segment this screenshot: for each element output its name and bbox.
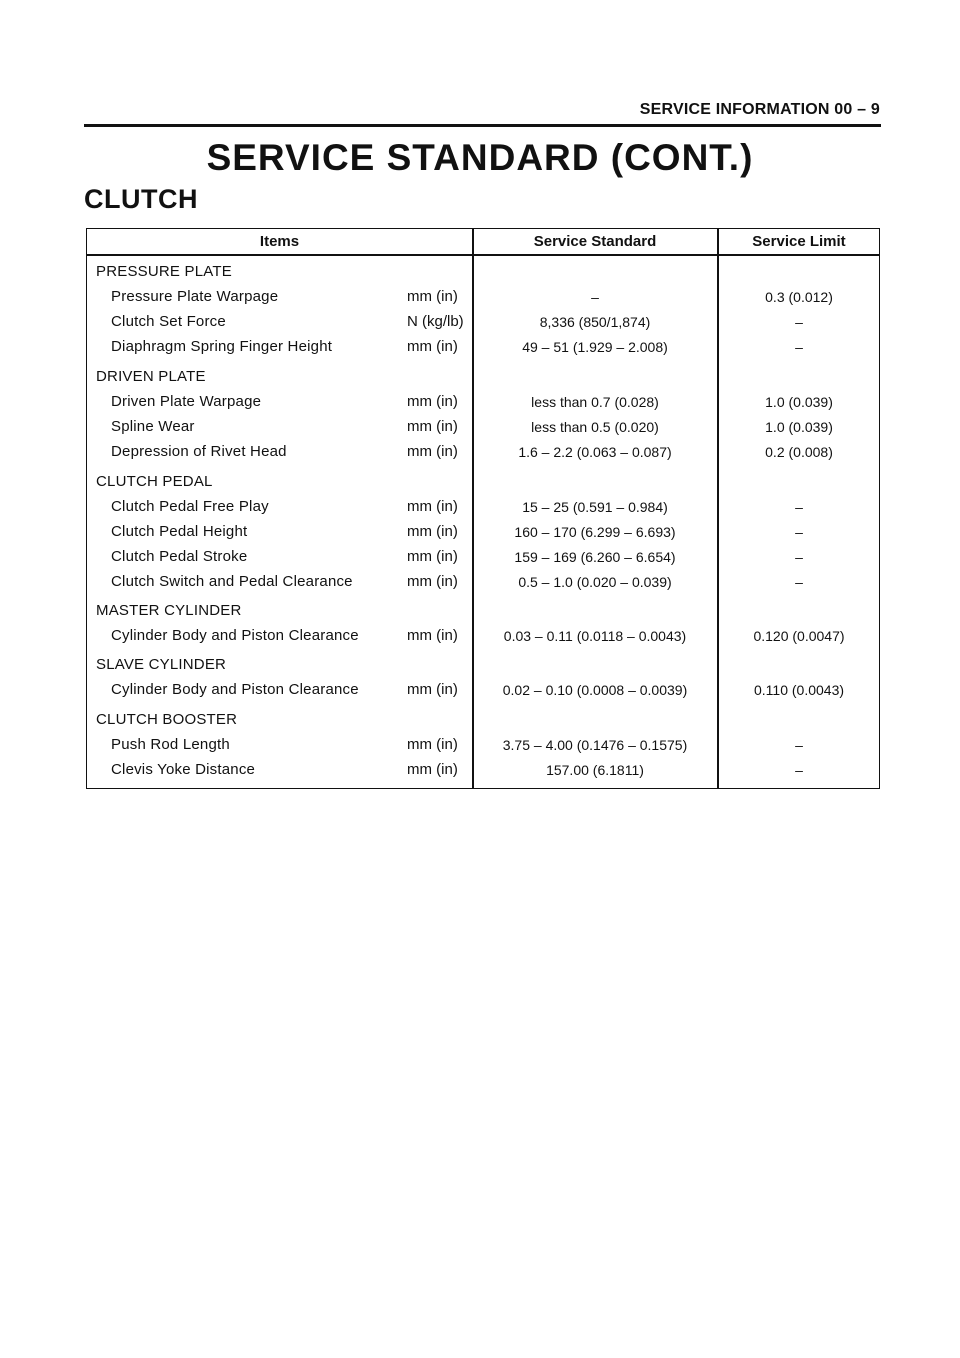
row-item: Clutch Switch and Pedal Clearance bbox=[111, 573, 353, 590]
row-standard: 1.6 – 2.2 (0.063 – 0.087) bbox=[518, 444, 672, 460]
row-limit: 0.110 (0.0043) bbox=[753, 682, 845, 698]
row-standard: 159 – 169 (6.260 – 6.654) bbox=[514, 549, 676, 565]
row-limit: – bbox=[795, 737, 803, 753]
row-limit: – bbox=[795, 574, 803, 590]
row-item: Cylinder Body and Piston Clearance bbox=[111, 627, 359, 644]
group-heading: MASTER CYLINDER bbox=[96, 602, 242, 619]
group-heading: CLUTCH PEDAL bbox=[96, 473, 213, 490]
row-standard: 160 – 170 (6.299 – 6.693) bbox=[514, 524, 676, 540]
row-item: Pressure Plate Warpage bbox=[111, 288, 279, 305]
row-standard: 49 – 51 (1.929 – 2.008) bbox=[522, 339, 668, 355]
row-limit: 0.3 (0.012) bbox=[765, 289, 833, 305]
row-unit: mm (in) bbox=[407, 736, 458, 753]
row-limit: 1.0 (0.039) bbox=[765, 419, 833, 435]
row-unit: mm (in) bbox=[407, 681, 458, 698]
row-item: Cylinder Body and Piston Clearance bbox=[111, 681, 359, 698]
group-heading: SLAVE CYLINDER bbox=[96, 656, 227, 673]
row-unit: mm (in) bbox=[407, 761, 458, 778]
row-standard: – bbox=[591, 289, 599, 305]
row-unit: mm (in) bbox=[407, 393, 458, 410]
row-unit: mm (in) bbox=[407, 573, 458, 590]
row-item: Spline Wear bbox=[111, 418, 195, 435]
row-standard: 8,336 (850/1,874) bbox=[539, 314, 651, 330]
row-standard: 157.00 (6.1811) bbox=[546, 762, 644, 778]
row-limit: – bbox=[795, 314, 803, 330]
row-item: Depression of Rivet Head bbox=[111, 443, 287, 460]
row-item: Push Rod Length bbox=[111, 736, 230, 753]
row-limit: 0.2 (0.008) bbox=[765, 444, 833, 460]
row-standard: less than 0.7 (0.028) bbox=[531, 394, 659, 410]
row-unit: mm (in) bbox=[407, 418, 458, 435]
row-limit: – bbox=[795, 524, 803, 540]
row-standard: 0.5 – 1.0 (0.020 – 0.039) bbox=[518, 574, 672, 590]
row-unit: mm (in) bbox=[407, 627, 458, 644]
group-heading: PRESSURE PLATE bbox=[96, 263, 232, 280]
row-limit: 1.0 (0.039) bbox=[765, 394, 833, 410]
row-standard: 0.02 – 0.10 (0.0008 – 0.0039) bbox=[502, 682, 688, 698]
row-unit: mm (in) bbox=[407, 288, 458, 305]
row-unit: mm (in) bbox=[407, 548, 458, 565]
row-unit: mm (in) bbox=[407, 523, 458, 540]
row-limit: – bbox=[795, 762, 803, 778]
header-divider bbox=[87, 254, 879, 256]
row-unit: mm (in) bbox=[407, 498, 458, 515]
running-header: SERVICE INFORMATION 00 – 9 bbox=[639, 101, 880, 118]
row-item: Clutch Set Force bbox=[111, 313, 226, 330]
column-header-items: Items bbox=[259, 233, 300, 250]
column-header-service-standard: Service Standard bbox=[533, 233, 657, 250]
row-item: Driven Plate Warpage bbox=[111, 393, 262, 410]
row-unit: mm (in) bbox=[407, 443, 458, 460]
row-unit: N (kg/lb) bbox=[407, 313, 464, 330]
row-limit: – bbox=[795, 339, 803, 355]
row-limit: – bbox=[795, 499, 803, 515]
row-standard: 0.03 – 0.11 (0.0118 – 0.0043) bbox=[503, 628, 687, 644]
page-title: SERVICE STANDARD (CONT.) bbox=[206, 137, 754, 178]
row-unit: mm (in) bbox=[407, 338, 458, 355]
row-item: Clutch Pedal Height bbox=[111, 523, 248, 540]
row-limit: – bbox=[795, 549, 803, 565]
row-item: Clutch Pedal Stroke bbox=[111, 548, 248, 565]
row-standard: 15 – 25 (0.591 – 0.984) bbox=[522, 499, 668, 515]
row-item: Clutch Pedal Free Play bbox=[111, 498, 269, 515]
row-item: Diaphragm Spring Finger Height bbox=[111, 338, 333, 355]
group-heading: DRIVEN PLATE bbox=[96, 368, 206, 385]
row-item: Clevis Yoke Distance bbox=[111, 761, 256, 778]
header-rule bbox=[84, 124, 881, 127]
row-limit: 0.120 (0.0047) bbox=[753, 628, 845, 644]
section-title: CLUTCH bbox=[84, 184, 198, 214]
group-heading: CLUTCH BOOSTER bbox=[96, 711, 238, 728]
service-standard-table bbox=[86, 228, 880, 789]
column-header-service-limit: Service Limit bbox=[752, 233, 846, 250]
row-standard: less than 0.5 (0.020) bbox=[531, 419, 659, 435]
row-standard: 3.75 – 4.00 (0.1476 – 0.1575) bbox=[502, 737, 688, 753]
